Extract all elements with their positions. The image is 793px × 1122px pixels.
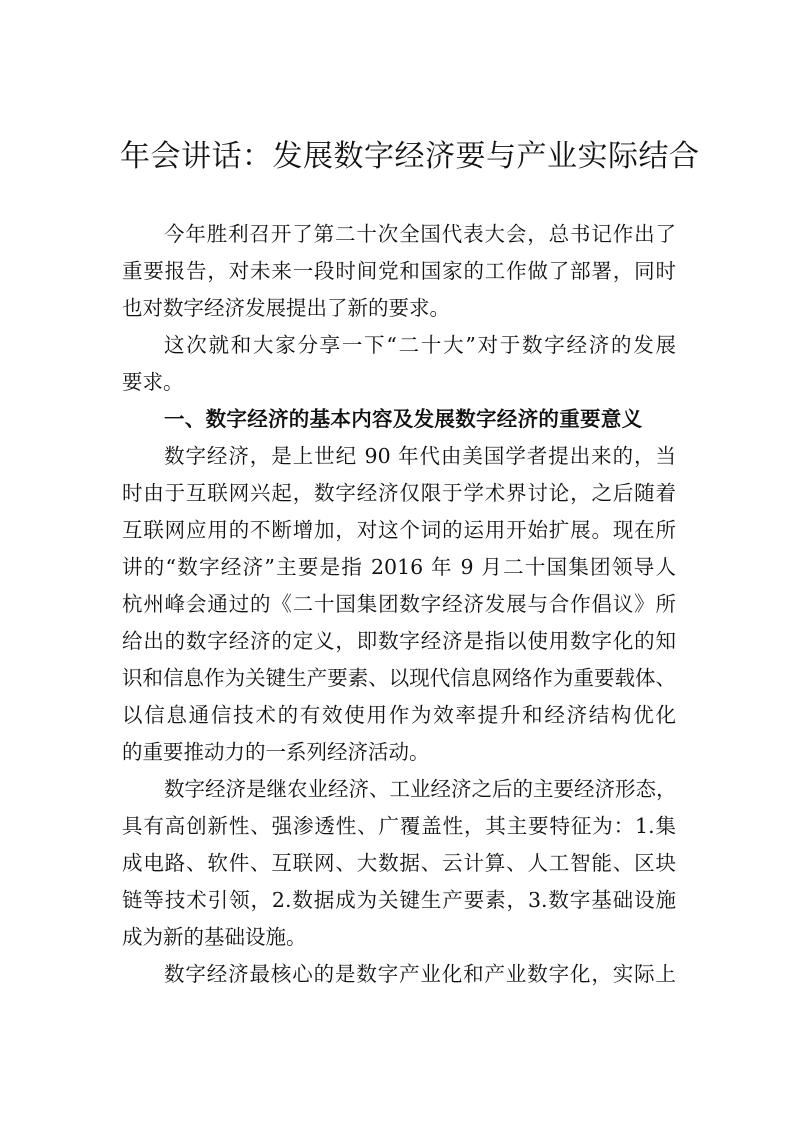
paragraph [122,771,676,956]
text-line: 以信息通信技术的有效使用作为效率提升和经济结构优化 [122,703,676,727]
text-line: 成电路、软件、互联网、大数据、云计算、人工智能、区块 [122,851,676,875]
document-body [122,216,676,993]
document-title: 年会讲话：发展数字经济要与产业实际结合 [120,139,700,174]
text-line: 杭州峰会通过的《二十国集团数字经济发展与合作倡议》所 [122,592,676,616]
text-line: 识和信息作为关键生产要素、以现代信息网络作为重要载体、 [122,666,676,690]
text-line: 具有高创新性、强渗透性、广覆盖性，其主要特征为：1.集 [122,814,676,838]
text-line: 重要报告，对未来一段时间党和国家的工作做了部署，同时 [122,259,676,283]
text-line: 一、数字经济的基本内容及发展数字经济的重要意义 [164,407,643,431]
text-line: 今年胜利召开了第二十次全国代表大会，总书记作出了 [164,222,676,246]
paragraph [122,327,676,401]
text-line: 数字经济最核心的是数字产业化和产业数字化，实际上 [164,962,676,986]
paragraph [122,216,676,327]
text-line: 时由于互联网兴起，数字经济仅限于学术界讨论，之后随着 [122,481,676,505]
text-line: 讲的“数字经济”主要是指 2016 年 9 月二十国集团领导人 [122,555,676,579]
text-line: 成为新的基础设施。 [122,925,307,949]
text-line: 给出的数字经济的定义，即数字经济是指以使用数字化的知 [122,629,676,653]
text-line: 的重要推动力的一系列经济活动。 [122,740,430,764]
text-line: 要求。 [122,370,184,394]
text-line: 互联网应用的不断增加，对这个词的运用开始扩展。现在所 [122,518,676,542]
text-line: 也对数字经济发展提出了新的要求。 [122,296,450,320]
section-heading [122,401,676,438]
paragraph [122,956,676,993]
text-line: 这次就和大家分享一下“二十大”对于数字经济的发展 [164,333,676,357]
paragraph [122,438,676,771]
text-line: 数字经济，是上世纪 90 年代由美国学者提出来的，当 [164,444,676,468]
text-line: 链等技术引领，2.数据成为关键生产要素，3.数字基础设施 [122,888,676,912]
text-line: 数字经济是继农业经济、工业经济之后的主要经济形态， [164,777,677,801]
